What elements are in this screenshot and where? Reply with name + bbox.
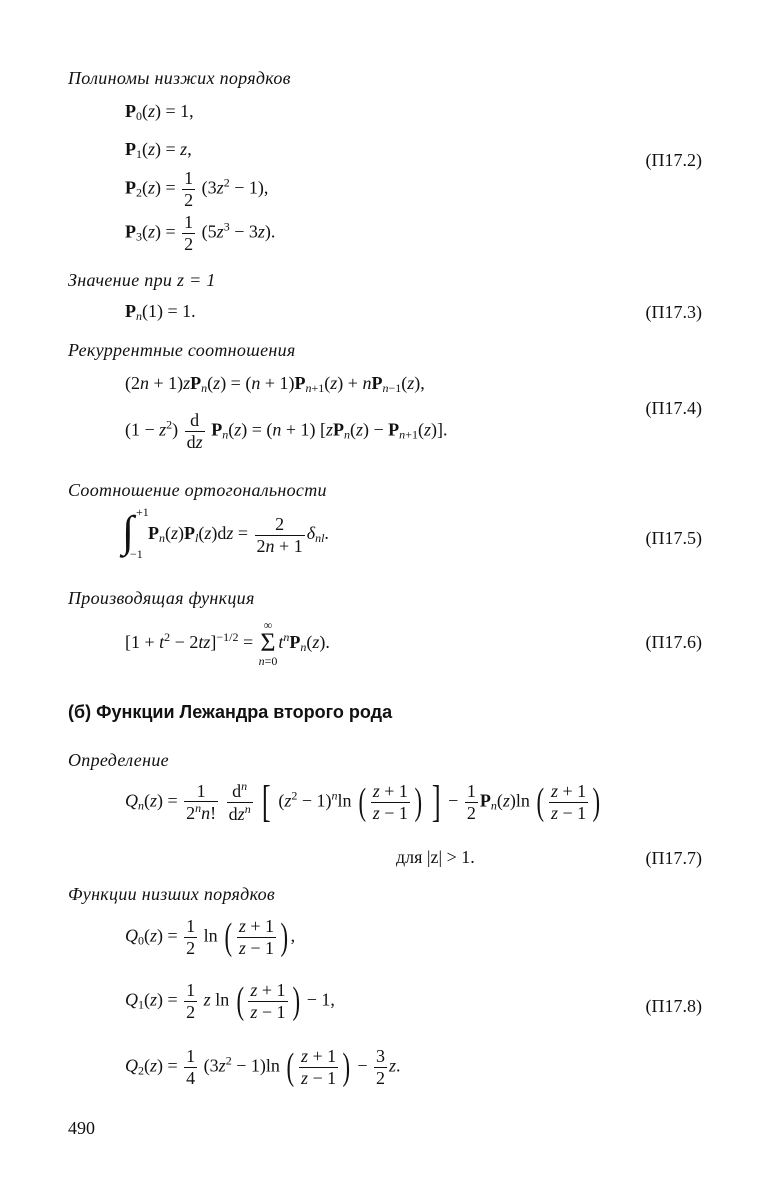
equation-generating: $[1 + t^2 - 2tz]^{-1/2}$ = ∞ Σ n=0 $t^nP_n(z)$.: [125, 618, 330, 669]
equation-qn-definition: $Q_n(z)$ = $\frac{1}{2^nn!}$ $\frac{d^n}{dz^n}$ [ $(z^2 - 1)^n\ln$ ( $\frac{z + 1}{z - 1}$ ) ] − $\frac{1}{2}$ $P_n(z)\ln$ ( $\frac{z + 1}{z - 1}$ ): [125, 777, 601, 827]
equation-number-p17-3: (П17.3): [645, 302, 702, 322]
equation-orthogonality: ∫ +1 −1 $P_n(z)P_l(z)dz$ = $\frac{2}{2n + 1}$ $\delta_{nl}$.: [122, 505, 329, 561]
page-number: 490: [68, 1118, 95, 1138]
equation-recurrence-2: $(1 - z^2)$ $\frac{d}{dz}$ $P_n(z) = (n + 1) [zP_n(z) - P_{n+1}(z)]$.: [125, 410, 448, 452]
equation-recurrence-1: $(2n + 1)zP_n(z) = (n + 1)P_{n+1}(z) + nP_{n-1}(z)$,: [125, 373, 425, 395]
equation-q0: $Q_0(z)$ = $\frac{1}{2}$ ln ( $\frac{z + 1}{z - 1}$ ) ,: [125, 916, 296, 959]
equation-p3: $P_3(z)$ = $\frac{1}{2}$ $(5z^3 - 3z)$.: [125, 212, 276, 254]
equation-number-p17-7: (П17.7): [645, 848, 702, 868]
equation-q1: $Q_1(z)$ = $\frac{1}{2}$ z ln ( $\frac{z + 1}{z - 1}$ ) − 1,: [125, 980, 335, 1023]
heading-definition: Определение: [68, 750, 169, 770]
heading-value-at-one: Значение при z = 1: [68, 270, 216, 290]
heading-orthogonality: Соотношение ортогональности: [68, 480, 327, 500]
condition-text: для |z| > 1.: [396, 847, 475, 867]
equation-p2: $P_2(z)$ = $\frac{1}{2}$ $(3z^2 - 1)$,: [125, 168, 269, 210]
equation-p1: $P_1(z) = z$,: [125, 139, 192, 161]
equation-q2: $Q_2(z)$ = $\frac{1}{4}$ $(3z^2 - 1)\ln$ ( $\frac{z + 1}{z - 1}$ ) − $\frac{3}{2}$ z.: [125, 1046, 401, 1089]
section-title: (б) Функции Лежандра второго рода: [68, 702, 393, 722]
equation-p0: $P_0(z) = 1$,: [125, 101, 194, 123]
equation-number-p17-5: (П17.5): [645, 528, 702, 548]
heading-low-order-functions: Функции низших порядков: [68, 884, 276, 904]
heading-low-order-polynomials: Полиномы низжих порядков: [68, 68, 291, 88]
equation-number-p17-6: (П17.6): [645, 632, 702, 652]
equation-pn-one: $P_n(1) = 1$.: [125, 301, 196, 323]
equation-number-p17-8: (П17.8): [645, 996, 702, 1016]
equation-number-p17-4: (П17.4): [645, 398, 702, 418]
equation-number-p17-2: (П17.2): [645, 150, 702, 170]
heading-recurrence: Рекуррентные соотношения: [68, 340, 296, 360]
heading-generating-function: Производящая функция: [68, 588, 255, 608]
